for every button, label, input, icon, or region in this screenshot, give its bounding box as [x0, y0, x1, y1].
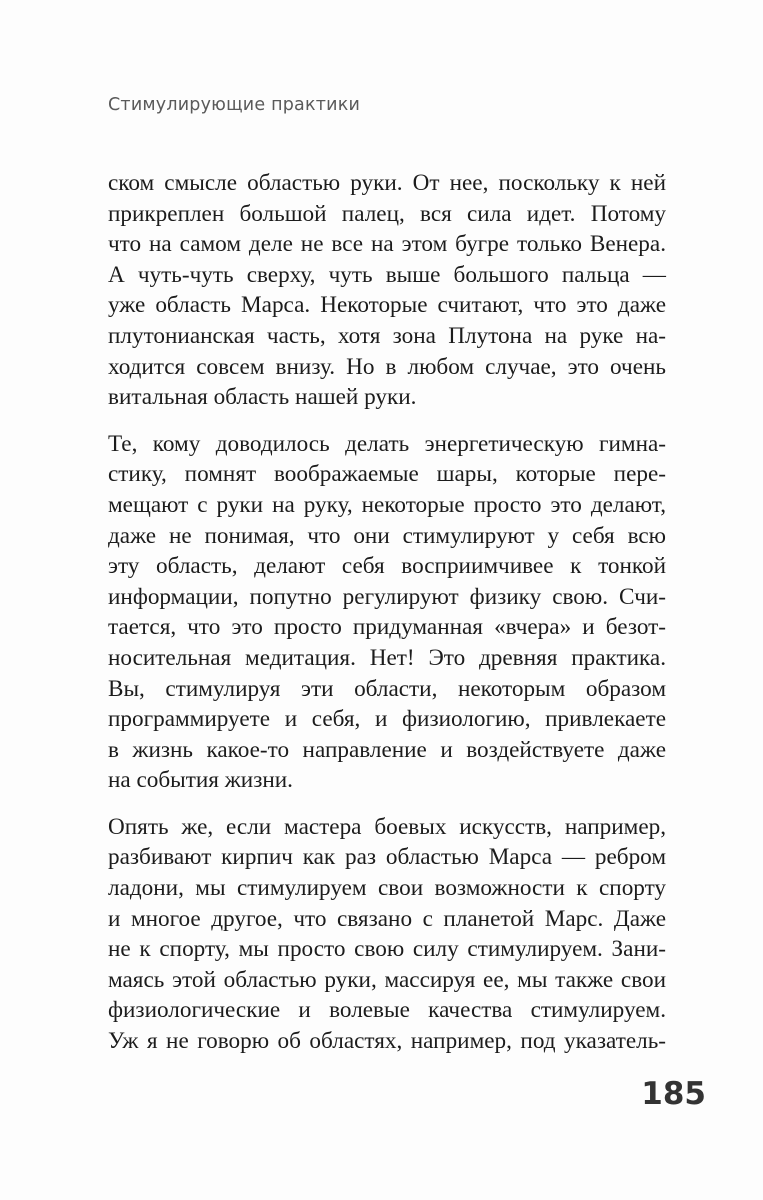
text-line: Вы, стимулируя эти области, некоторым образом	[108, 675, 666, 702]
text-line: на события жизни.	[108, 767, 293, 794]
text-line: физиологические и волевые качества стимулируем.	[108, 997, 666, 1024]
text-line: прикреплен большой палец, вся сила идет. Потому	[108, 200, 666, 227]
text-line: даже не понимая, что они стимулируют у себя всю	[108, 522, 666, 549]
text-line: в жизнь какое-то направление и воздействуете даже	[108, 736, 666, 763]
paragraph-2	[108, 429, 666, 796]
text-line: Уж я не говорю об областях, например, под указатель-	[108, 1028, 666, 1055]
text-line: разбивают кирпич как раз областью Марса — ребром	[108, 844, 666, 871]
paragraph-1	[108, 168, 666, 413]
text-line: ходится совсем внизу. Но в любом случае, это очень	[108, 353, 666, 380]
text-line: информации, попутно регулируют физику свою. Счи-	[108, 583, 666, 610]
text-line: Те, кому доводилось делать энергетическую гимна-	[108, 430, 666, 457]
text-line: маясь этой областью руки, массируя ее, мы также свои	[108, 966, 666, 993]
text-line: носительная медитация. Нет! Это древняя практика.	[108, 644, 666, 671]
paragraph-3	[108, 812, 666, 1057]
body-text	[108, 168, 666, 1057]
text-line: плутонианская часть, хотя зона Плутона на руке на-	[108, 322, 666, 349]
paragraph-spacer	[108, 796, 666, 812]
running-head: Стимулирующие практики	[108, 95, 361, 115]
paragraph-spacer	[108, 413, 666, 429]
text-line: что на самом деле не все на этом бугре только Венера.	[108, 231, 666, 258]
text-line: ском смысле областью руки. От нее, поскольку к ней	[108, 170, 666, 196]
text-line: витальная область нашей руки.	[108, 384, 417, 411]
text-line: не к спорту, мы просто свою силу стимулируем. Зани-	[108, 936, 666, 963]
text-line: Опять же, если мастера боевых искусств, например,	[108, 813, 666, 840]
text-line: мещают с руки на руку, некоторые просто это делают,	[108, 491, 666, 518]
text-line: программируете и себя, и физиологию, привлекаете	[108, 706, 666, 733]
text-line: ладони, мы стимулируем свои возможности к спорту	[108, 875, 666, 902]
text-line: и многое другое, что связано с планетой Марс. Даже	[108, 905, 666, 932]
page-number: 185	[641, 1076, 706, 1112]
text-line: эту область, делают себя восприимчивее к тонкой	[108, 553, 666, 580]
text-line: стику, помнят воображаемые шары, которые пере-	[108, 461, 666, 488]
text-line: уже область Марса. Некоторые считают, что это даже	[108, 292, 666, 319]
text-line: тается, что это просто придуманная «вчера» и безот-	[108, 614, 666, 641]
text-line: А чуть-чуть сверху, чуть выше большого пальца —	[108, 261, 666, 288]
